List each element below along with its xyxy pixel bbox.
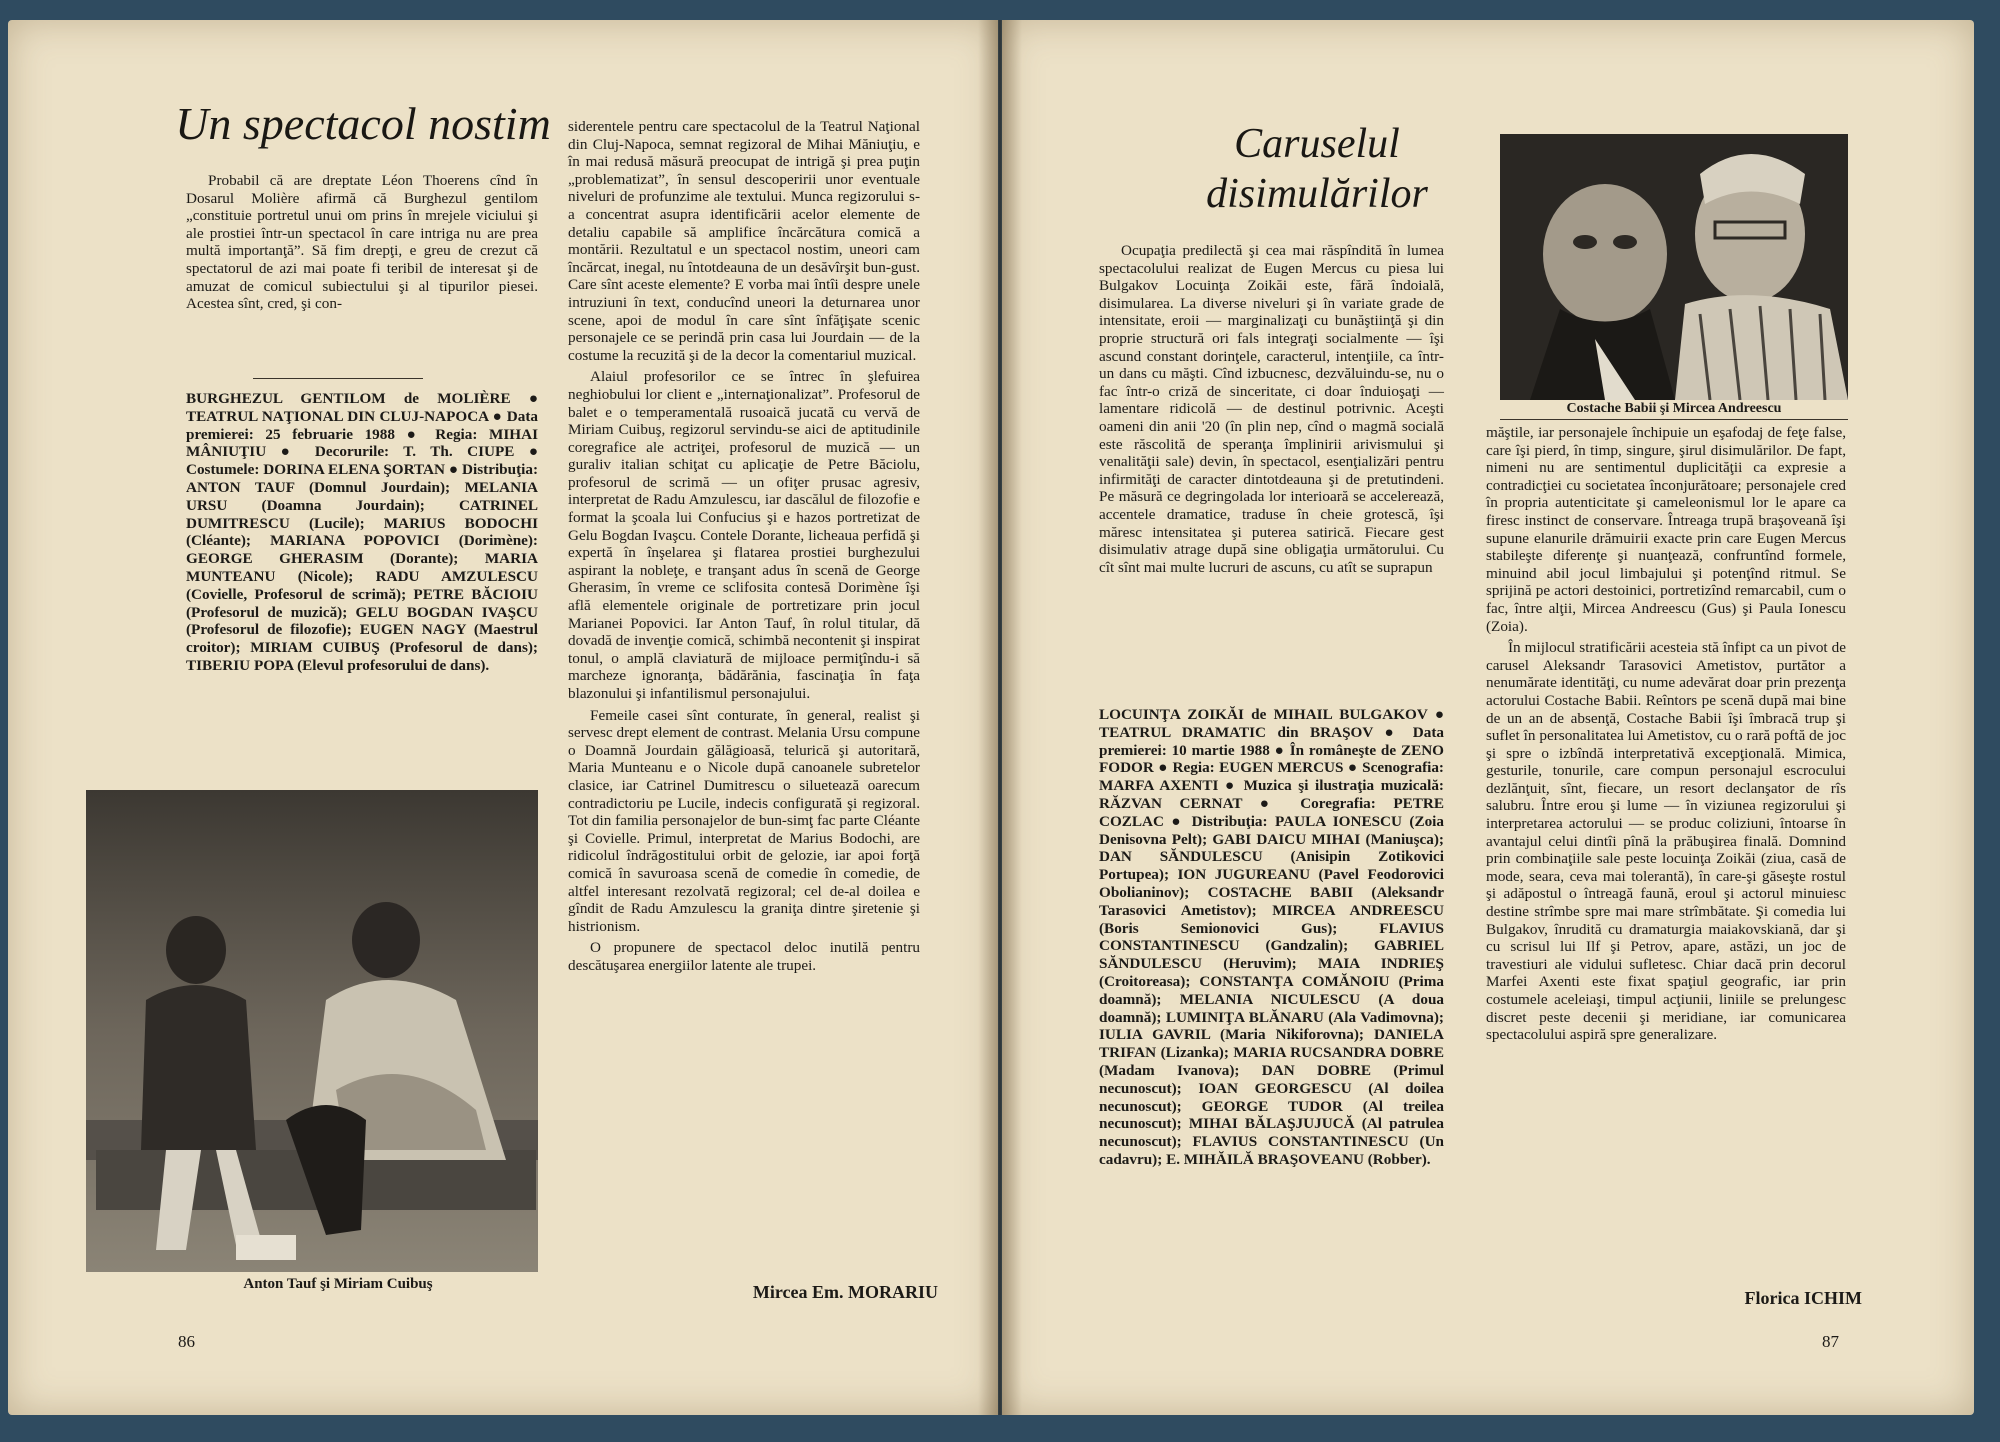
article-title-right-line2: disimulărilor bbox=[1206, 171, 1428, 217]
right-caption-rule bbox=[1500, 419, 1848, 420]
right-author: Florica ICHIM bbox=[1744, 1288, 1862, 1308]
left-credits-rule bbox=[253, 378, 423, 379]
left-photo bbox=[86, 790, 538, 1272]
stage-photo-illustration bbox=[86, 790, 538, 1272]
left-col2-paragraph-3: Femeile casei sînt conturate, în general, realist şi servesc drept element de contrast. Melania Ursu compune o Doamnă Jourdain gălăgioasă, telurică şi autoritară, Maria Munteanu e o Nicole după canoanele subretelor clasice, iar Catrinel Dumitrescu o siluetează oarecum contradictoriu pe Lucile, indecis configurată şi regizoral. Tot din familia personajelor de bun-simţ fac parte Cléante şi Covielle. Primul, interpretat de Marius Bodochi, are ridicolul îndrăgostitului orbit de gelozie, iar apoi forţă comică în savuroasa scenă de comedie în comedie, de altfel interesant rezolvată regizoral; cel de-al doilea e gîndit de Radu Amzulescu la graniţa dintre şiretenie şi histrionism. bbox=[568, 706, 920, 935]
page-number-left: 86 bbox=[178, 1332, 195, 1351]
right-photo-caption: Costache Babii şi Mircea Andreescu bbox=[1566, 401, 1782, 416]
left-col2-paragraph-2: Alaiul profesorilor ce se întrec în şlefuirea neghiobului lor client e „internaţionalizat”. Profesorul de balet e o temperamentală rusoaică jucată cu vervă de Miriam Cuibuş, regizorul servindu-se aici de aptitudinile coregrafice ale actriţei, profesorul de muzică — un guraliv italian schiţat cu aplicaţie de Petre Băciolu, profesorul de scrimă — un ofiţer prusac agresiv, interpretat de Radu Amzulescu, iar dascălul de filozofie e format la şcoala lui Confucius şi e hazos portretizat de Gelu Bogdan Ivaşcu. Contele Dorante, licheaua perfidă şi expertă în înşelarea şi flatarea prostiei burghezului aspirant la nobleţe, e tranşant adus în scenă de George Gherasim, în vreme ce sclifosita contesă Dorimène îşi află elementele originale de portretizare prin jocul Marianei Popovici. Iar Anton Tauf, în rolul titular, dă dovadă de invenţie comică, schimbă necontenit şi inspirat tonul, o amplă claviatură de mijloace permiţîndu-i să marcheze ignoranţa, bădărănia, fascinaţia în faţa blazonului şi infantilismul personajului. bbox=[568, 368, 920, 702]
right-column-2 bbox=[1486, 424, 1846, 1048]
article-title-left: Un spectacol nostim bbox=[175, 98, 551, 149]
article-title-right-line1: Caruselul bbox=[1234, 121, 1400, 167]
right-page bbox=[1002, 20, 1974, 1415]
left-author: Mircea Em. MORARIU bbox=[752, 1282, 938, 1302]
left-col2-paragraph-4: O propunere de spectacol deloc inutilă pentru descătuşarea energiilor latente ale trupei. bbox=[568, 939, 920, 974]
stage-photo-illustration-right bbox=[1500, 134, 1848, 400]
left-col2-paragraph-1: siderentele pentru care spectacolul de la Teatrul Naţional din Cluj-Napoca, semnat regizoral de Mihai Măniuţiu, e în mai redusă măsură preocupat de intrigă şi prea puţin „problematizat”, în sensul descoperirii unor eventuale niveluri de profunzime ale textului. Munca regizorului s-a concentrat asupra identificării acelor elemente de detaliu capabile să amplifice încărcătura comică a montării. Rezultatul e un spectacol nostim, uneori cam încărcat, inegal, nu întotdeauna de un desăvîrşit bun-gust. Care sînt aceste elemente? E vorba mai întîi despre unele intruziuni în text, conducînd uneori la deturnarea unor scene, apoi de modul în care sînt înfăţişate scenic personajele ce se perindă prin casa lui Jourdain — de la costume la recuzită şi de la decor la comentariul muzical. bbox=[568, 118, 920, 364]
right-col2-paragraph-2: În mijlocul stratificării acesteia stă înfipt ca un pivot de carusel Aleksandr Tarasovici Ametistov, purtător a nenumărate identităţi, cu nume adevărat doar prin prezenţa actorului Costache Babii. Reîntors pe scenă după mai bine de un an de absenţă, Costache Babii îşi îmbracă trup şi suflet în personalitatea lui Ametistov, cu o rară poftă de joc şi spre o izbîndă interpretativă excepţională. Mimica, gesturile, tonurile, care compun personajul escrocului dezlănţuit, sînt, fiecare, un resort declanşator de rîs salubru. Între erou şi lume — în viziunea regizorului şi interpretarea actorului — se produc coliziuni, întoarse în avantajul celui dintîi pînă la prăbuşirea finală. Domnind prin combinaţiile sale peste locuinţa Zoikăi (ziua, casă de mode, seara, ceva mai tolerantă), în care-şi găseşte rostul şi adăpostul o întreagă faună, eroul şi actorul minuiesc destine strîmbe spre mai mare strîmbătate. Şi comedia lui Bulgakov, înrudită cu dramaturgia maiakovskiană, dar şi cu scrisul lui Ilf şi Petrov, apare, astăzi, un joc de travestiuri ale vidului sufletesc. Chiar dacă prin decorul Marfei Axenti este fixat spaţiul geografic, iar prin costumele aceleiaşi, timpul acţiunii, liniile se prelungesc discret peste decenii şi meridiane, iar comunicarea spectacolului aspiră spre generalizare. bbox=[1486, 639, 1846, 1044]
right-photo bbox=[1500, 134, 1848, 400]
right-column-1 bbox=[1099, 242, 1444, 580]
right-credits: LOCUINŢA ZOIKĂI de MIHAIL BULGAKOV ● TEATRUL DRAMATIC din BRAŞOV ● Data premierei: 10 martie 1988 ● În româneşte de ZENO FODOR ● Regia: EUGEN MERCUS ● Scenografia: MARFA AXENTI ● Muzica şi ilustraţia muzicală: RĂZVAN CERNAT ● Coregrafia: PETRE COZLAC ● Distribuţia: PAULA IONESCU (Zoia Denisovna Pelt); GABI DAICU MIHAI (Maniuşca); DAN SĂNDULESCU (Anisipin Zotikovici Portupea); ION JUGUREANU (Pavel Feodorovici Obolianinov); COSTACHE BABII (Aleksandr Tarasovici Ametistov); MIRCEA ANDREESCU (Boris Semionovici Gus); FLAVIUS CONSTANTINESCU (Gandzalin); GABRIEL SĂNDULESCU (Heruvim); MAIA INDRIEŞ (Croitoreasa); CONSTANŢA COMĂNOIU (Prima doamnă); MELANIA NICULESCU (A doua doamnă); LUMINIŢA BLĂNARU (Ala Vadimovna); IULIA GAVRIL (Maria Nikiforovna); DANIELA TRIFAN (Lizanka); MARIA RUCSANDRA DOBRE (Madam Ivanova); DAN DOBRE (Primul necunoscut); IOAN GEORGESCU (Al doilea necunoscut); GEORGE TUDOR (Al treilea necunoscut); MIHAI BĂLAŞJUJUCĂ (Al patrulea necunoscut); FLAVIUS CONSTANTINESCU (Un cadavru); E. MIHĂILĂ BRAŞOVEANU (Robber). bbox=[1099, 706, 1444, 1168]
left-intro bbox=[186, 172, 538, 317]
page-number-right: 87 bbox=[1822, 1332, 1839, 1351]
left-column-2 bbox=[568, 118, 920, 979]
left-credits: BURGHEZUL GENTILOM de MOLIÈRE ● TEATRUL NAŢIONAL DIN CLUJ-NAPOCA ● Data premierei: 25 februarie 1988 ● Regia: MIHAI MÂNIUŢIU ● Decorurile: T. Th. CIUPE ● Costumele: DORINA ELENA ŞORTAN ● Distribuţia: ANTON TAUF (Domnul Jourdain); MELANIA URSU (Doamna Jourdain); CATRINEL DUMITRESCU (Lucile); MARIUS BODOCHI (Cléante); MARIANA POPOVICI (Dorimène): GEORGE GHERASIM (Dorante); MARIA MUNTEANU (Nicole); RADU AMZULESCU (Covielle, Profesorul de scrimă); PETRE BĂCIOIU (Profesorul de muzică); GELU BOGDAN IVAŞCU (Profesorul de filozofie); EUGEN NAGY (Maestrul croitor); MIRIAM CUIBUŞ (Profesorul de dans); TIBERIU POPA (Elevul profesorului de dans). bbox=[186, 390, 538, 674]
book-gutter bbox=[978, 20, 1022, 1415]
right-col1-paragraph-1: Ocupaţia predilectă şi cea mai răspîndită în lumea spectacolului realizat de Eugen Mercus cu piesa lui Bulgakov Locuinţa Zoikăi este, fără îndoială, disimularea. La diverse niveluri şi în variate grade de intensitate, eroii — marginalizaţi cu bunăştiinţă şi din proprie structură ori fals integraţi socialmente — îşi ascund constant dorinţele, caracterul, intenţiile, ca într-un dans cu măşti. Cînd izbucnesc, dezvăluindu-se, nu o fac într-o criză de sinceritate, ci doar înduioşaţi — lamentare ridicolă — de destinul potrivnic. Aceşti oameni din anii '20 (în plin nep, cînd o magmă socială este răscolită de speranţa împlinirii arivismului şi venalităţii sale) devin, în spectacol, esenţializări pentru infirmităţi de caracter dintotdeauna şi de pretutindeni. Pe măsură ce degringolada lor interioară se accelerează, accentele dramatice, traduse în cheie grotescă, îşi măresc intensitatea şi puterea satirică. Fiecare gest disimulativ atrage după sine obligaţia următorului. Cu cît sînt mai multe lucruri de ascuns, cu atît se suprapun bbox=[1099, 242, 1444, 576]
left-photo-caption: Anton Tauf şi Miriam Cuibuş bbox=[243, 1276, 433, 1292]
left-page bbox=[8, 20, 998, 1415]
left-intro-paragraph: Probabil că are dreptate Léon Thoerens cînd în Dosarul Molière afirmă că Burghezul gentilom „constituie portretul unui om prins în mrejele viciului şi ale prostiei într-un spectacol în care intriga nu are prea multă importanţă”. Să fim drepţi, e greu de crezut că spectatorul de azi mai poate fi teribil de interesat şi de amuzat de comicul subiectului şi al tipurilor piesei. Acestea sînt, cred, şi con- bbox=[186, 172, 538, 313]
right-col2-paragraph-1: măştile, iar personajele închipuie un eşafodaj de feţe false, care îşi pierd, în timp, singure, şirul disimulărilor. De fapt, nimeni nu are sentimentul duplicităţii ca expresie a contradicţiei cu societatea înconjurătoare; personajele cred în propria autenticitate şi cameleonismul lor le apare ca firesc instinct de conservare. Întreaga trupă braşoveană îşi supune elanurile drămuirii exacte prin care Eugen Mercus stabileşte diferenţe şi nuanţează, confruntînd formele, minuind abil jocul limbajului şi potenţînd ritmul. Se sprijină pe actori destoinici, portretizînd remarcabil, cum o fac, între alţii, Mircea Andreescu (Gus) şi Paula Ionescu (Zoia). bbox=[1486, 424, 1846, 635]
